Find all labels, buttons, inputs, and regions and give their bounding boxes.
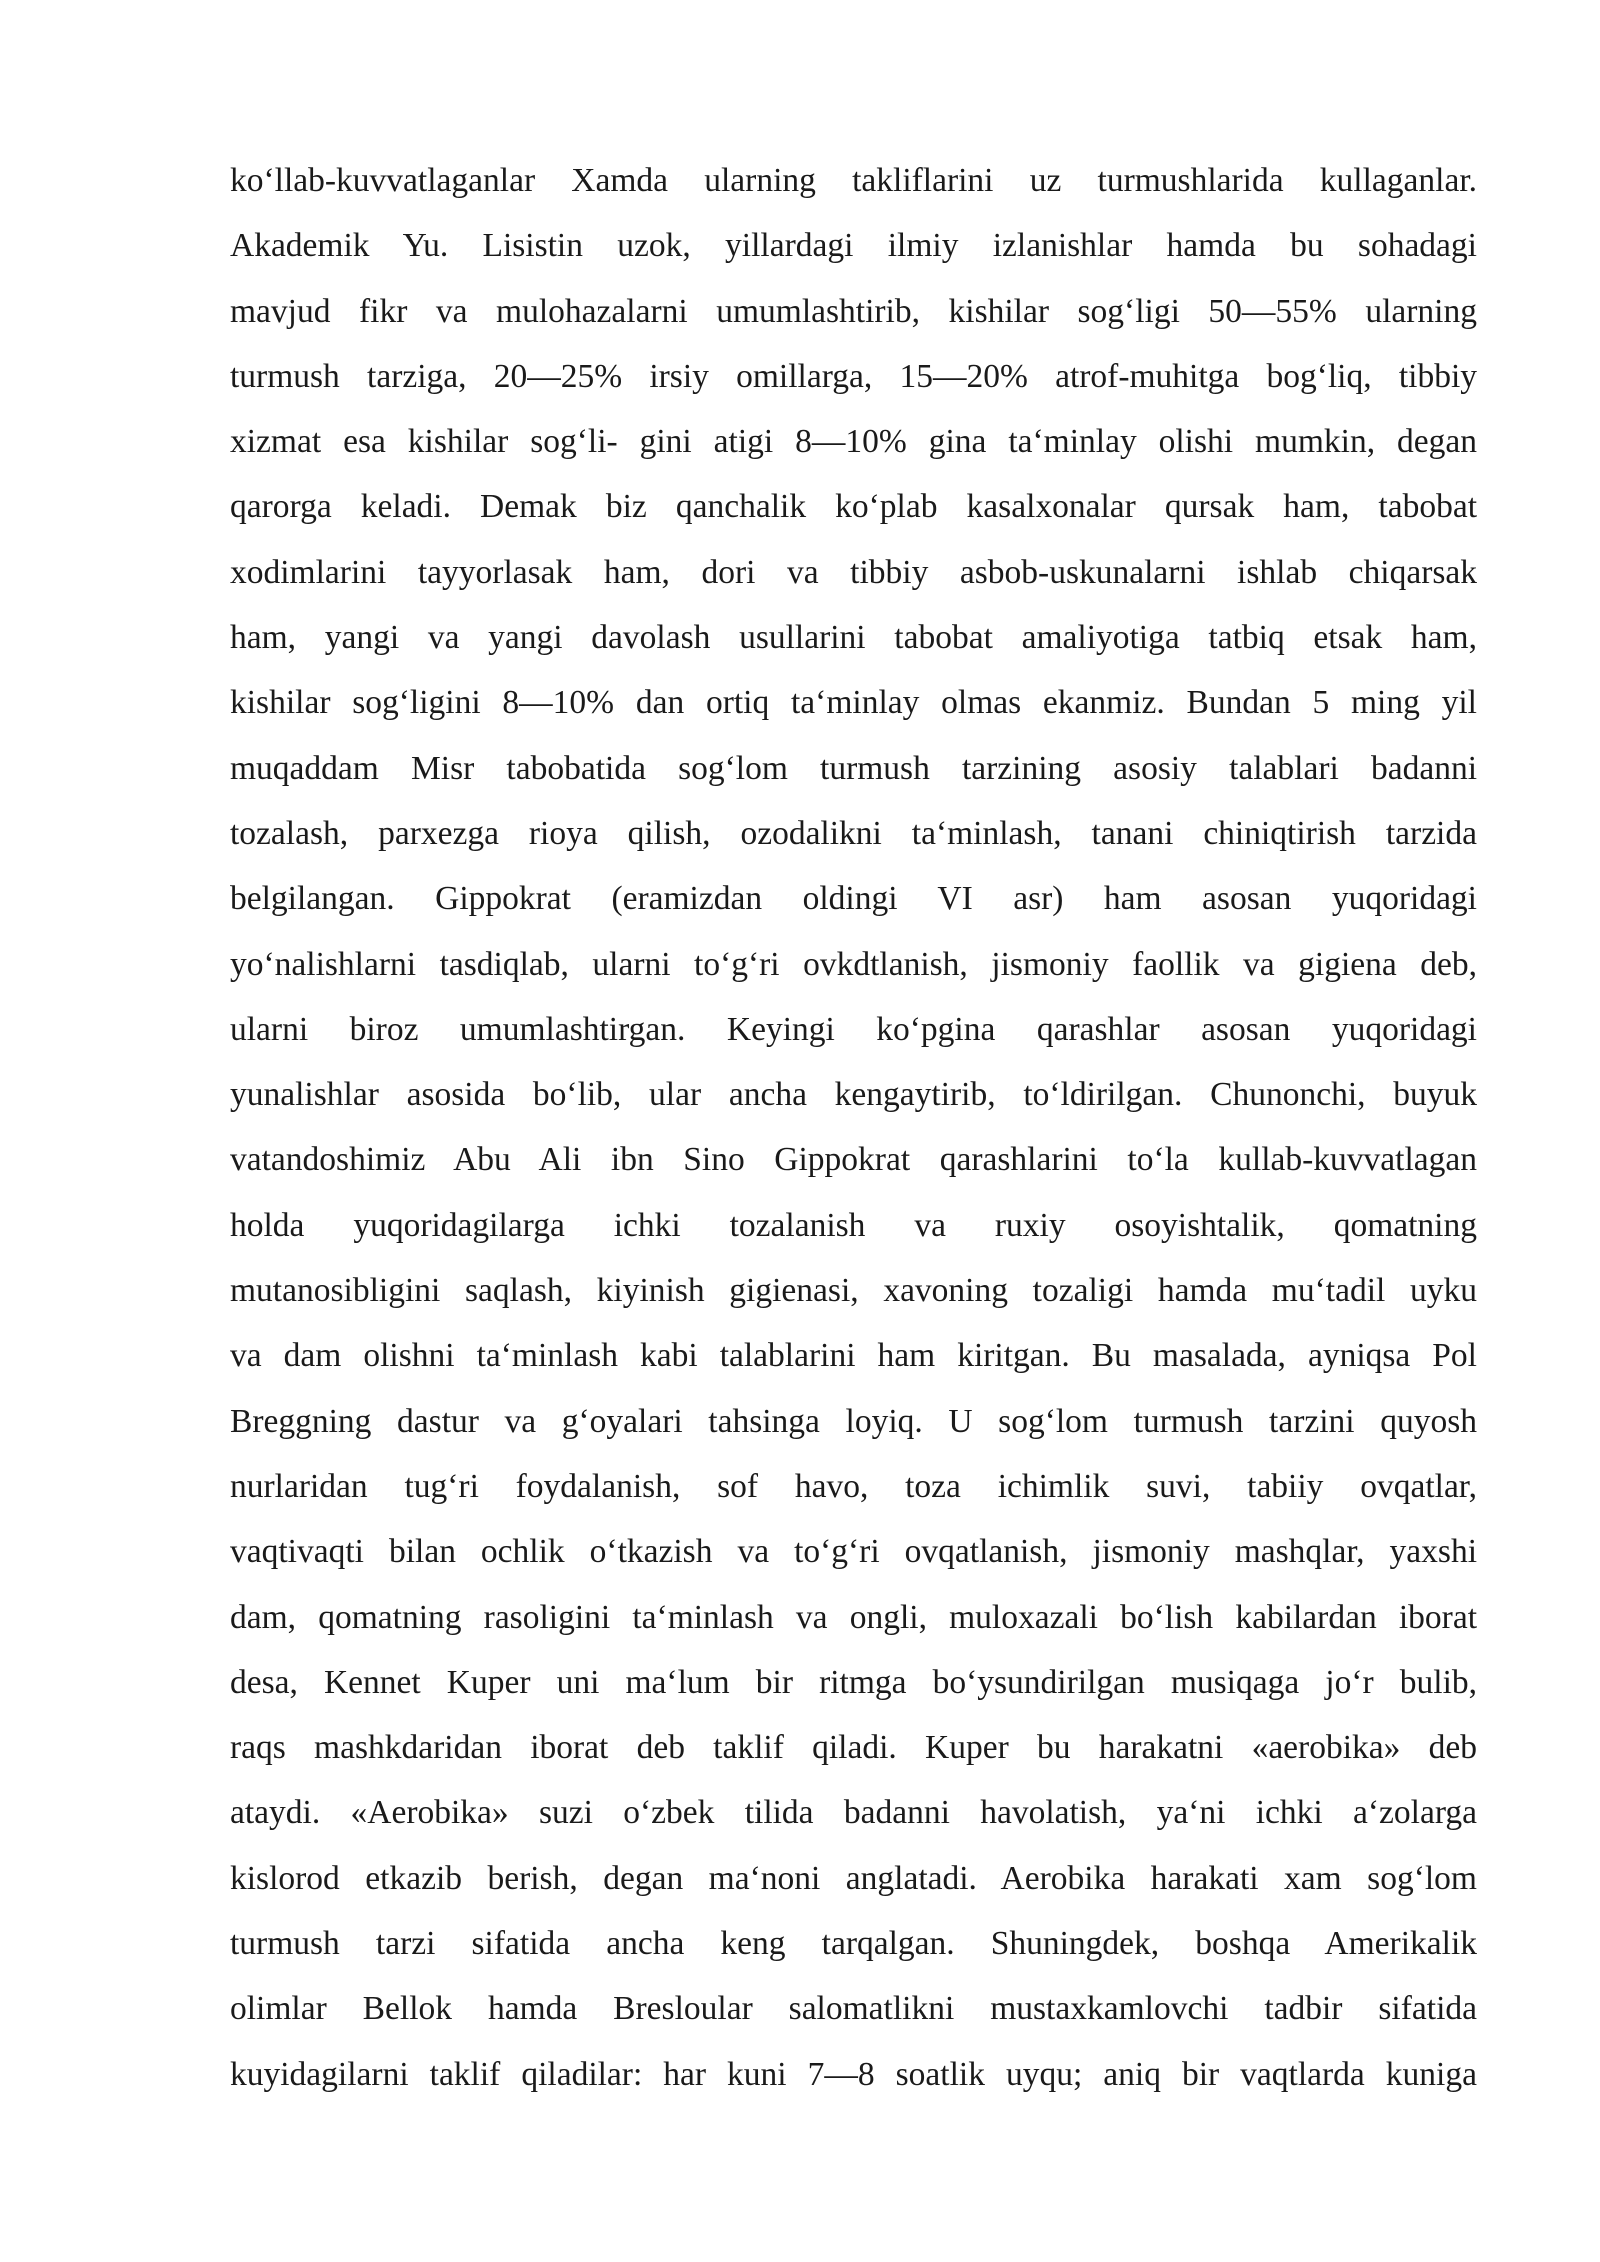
text-line: desa, Kennet Kuper uni ma‘lum bir ritmga bo‘ysundirilgan musiqaga jo‘r bulib,	[230, 1663, 1477, 1701]
text-line: ko‘llab-kuvvatlaganlar Xamda ularning takliflarini uz turmushlarida kullaganlar.	[230, 162, 1477, 199]
text-line: kuyidagilarni taklif qiladilar: har kuni 7—8 soatlik uyqu; aniq bir vaqtlarda kuniga	[230, 2055, 1477, 2093]
text-line: ham, yangi va yangi davolash usullarini tabobat amaliyotiga tatbiq etsak ham,	[230, 619, 1477, 657]
text-line: mavjud fikr va mulohazalarni umumlashtirib, kishilar sog‘ligi 50—55% ularning	[230, 292, 1477, 330]
text-line: turmush tarzi sifatida ancha keng tarqalgan. Shuningdek, boshqa Amerikalik	[230, 1925, 1477, 1963]
body-paragraph	[230, 148, 1477, 2107]
text-line: nurlaridan tug‘ri foydalanish, sof havo, toza ichimlik suvi, tabiiy ovqatlar,	[230, 1467, 1477, 1505]
text-line: Breggning dastur va g‘oyalari tahsinga loyiq. U sog‘lom turmush tarzini quyosh	[230, 1402, 1477, 1440]
text-line: holda yuqoridagilarga ichki tozalanish va ruxiy osoyishtalik, qomatning	[230, 1206, 1477, 1244]
text-line: muqaddam Misr tabobatida sog‘lom turmush tarzining asosiy talablari badanni	[230, 749, 1477, 787]
text-line: vaqtivaqti bilan ochlik o‘tkazish va to‘g‘ri ovqatlanish, jismoniy mashqlar, yaxshi	[230, 1533, 1477, 1571]
text-line: raqs mashkdaridan iborat deb taklif qiladi. Kuper bu harakatni «aerobika» deb	[230, 1729, 1477, 1767]
text-line: olimlar Bellok hamda Bresloular salomatlikni mustaxkamlovchi tadbir sifatida	[230, 1990, 1477, 2028]
text-line: belgilangan. Gippokrat (eramizdan oldingi VI asr) ham asosan yuqoridagi	[230, 880, 1477, 918]
text-line: xizmat esa kishilar sog‘li- gini atigi 8—10% gina ta‘minlay olishi mumkin, degan	[230, 423, 1477, 461]
text-line: kislorod etkazib berish, degan ma‘noni anglatadi. Aerobika harakati xam sog‘lom	[230, 1859, 1477, 1897]
text-line: yunalishlar asosida bo‘lib, ular ancha kengaytirib, to‘ldirilgan. Chunonchi, buyuk	[230, 1076, 1477, 1114]
text-line: mutanosibligini saqlash, kiyinish gigienasi, xavoning tozaligi hamda mu‘tadil uyku	[230, 1272, 1477, 1310]
text-line: yo‘nalishlarni tasdiqlab, ularni to‘g‘ri ovkdtlanish, jismoniy faollik va gigiena deb,	[230, 945, 1477, 983]
text-line: Akademik Yu. Lisistin uzok, yillardagi ilmiy izlanishlar hamda bu sohadagi	[230, 227, 1477, 265]
text-line: dam, qomatning rasoligini ta‘minlash va ongli, muloxazali bo‘lish kabilardan iborat	[230, 1598, 1477, 1636]
text-line: xodimlarini tayyorlasak ham, dori va tibbiy asbob-uskunalarni ishlab chiqarsak	[230, 553, 1477, 591]
text-line: turmush tarziga, 20—25% irsiy omillarga, 15—20% atrof-muhitga bog‘liq, tibbiy	[230, 357, 1477, 395]
text-line: ataydi. «Aerobika» suzi o‘zbek tilida badanni havolatish, ya‘ni ichki a‘zolarga	[230, 1794, 1477, 1832]
text-line: qarorga keladi. Demak biz qanchalik ko‘plab kasalxonalar qursak ham, tabobat	[230, 488, 1477, 526]
text-line: tozalash, parxezga rioya qilish, ozodalikni ta‘minlash, tanani chiniqtirish tarzida	[230, 814, 1477, 852]
text-line: ularni biroz umumlashtirgan. Keyingi ko‘pgina qarashlar asosan yuqoridagi	[230, 1010, 1477, 1048]
text-line: va dam olishni ta‘minlash kabi talablarini ham kiritgan. Bu masalada, ayniqsa Pol	[230, 1337, 1477, 1375]
text-line: kishilar sog‘ligini 8—10% dan ortiq ta‘minlay olmas ekanmiz. Bundan 5 ming yil	[230, 684, 1477, 722]
text-line: vatandoshimiz Abu Ali ibn Sino Gippokrat qarashlarini to‘la kullab-kuvvatlagan	[230, 1141, 1477, 1179]
